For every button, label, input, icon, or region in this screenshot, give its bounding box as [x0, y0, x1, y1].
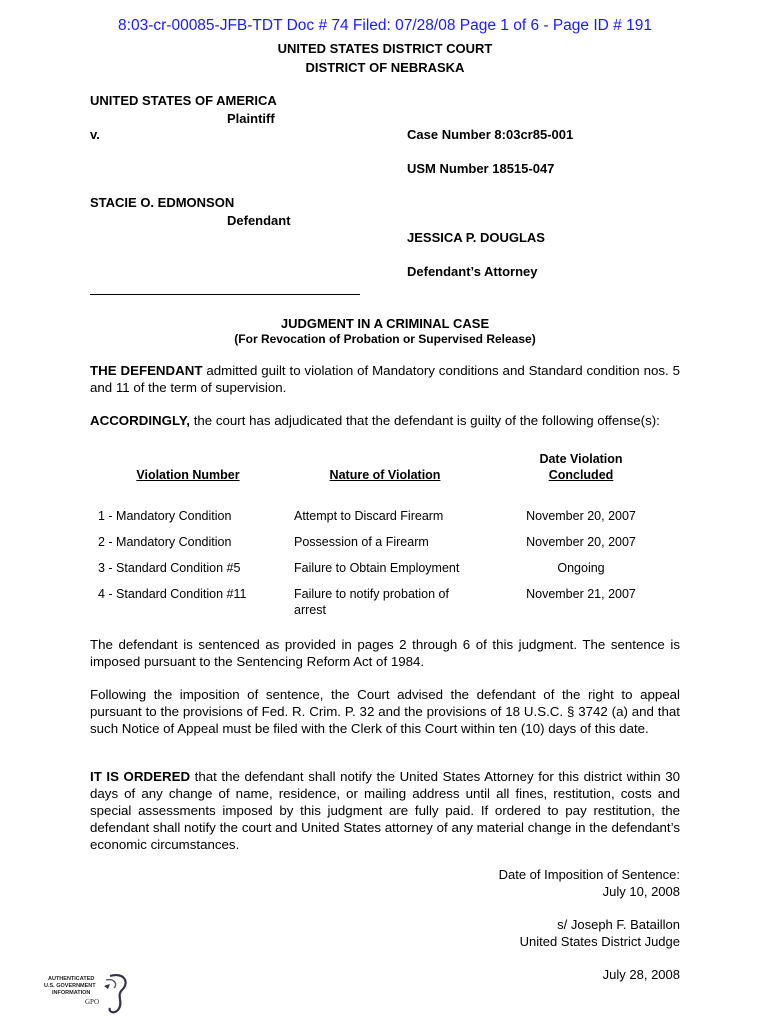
defendant-role: Defendant: [227, 213, 291, 228]
defendant-name: STACIE O. EDMONSON: [90, 195, 235, 210]
header-nature: Nature of Violation: [329, 468, 441, 482]
header-date-line1: Date Violation: [539, 452, 623, 466]
signed-date: July 28, 2008: [602, 967, 680, 982]
violation-number: 2 - Mandatory Condition: [98, 535, 232, 549]
violation-nature-cont: arrest: [294, 603, 326, 617]
svg-text:GPO: GPO: [85, 998, 100, 1006]
judgment-subtitle: (For Revocation of Probation or Supervised Release): [234, 332, 536, 346]
violation-number: 3 - Standard Condition #5: [98, 561, 241, 575]
ordered-lead: IT IS ORDERED: [90, 769, 191, 784]
signer-title: United States District Judge: [519, 934, 680, 949]
caption-separator: [90, 294, 360, 295]
header-violation-number: Violation Number: [136, 468, 240, 482]
violation-date: November 20, 2007: [526, 535, 636, 549]
defendant-text: admitted guilt to violation of Mandatory conditions and Standard condition nos. 5 and 11 of the term of supervision.: [90, 363, 680, 395]
case-number: Case Number 8:03cr85-001: [407, 127, 574, 142]
signer-name: s/ Joseph F. Bataillon: [557, 917, 680, 932]
gpo-authentication-seal-icon: [44, 968, 134, 1018]
defendant-lead: THE DEFENDANT: [90, 363, 203, 378]
ordered-paragraph: [90, 768, 680, 853]
accordingly-paragraph: [90, 412, 680, 429]
svg-text:AUTHENTICATED: AUTHENTICATED: [48, 976, 95, 982]
filing-header: 8:03-cr-00085-JFB-TDT Doc # 74 Filed: 07/28/08 Page 1 of 6 - Page ID # 191: [118, 17, 652, 34]
ordered-text: that the defendant shall notify the United States Attorney for this district within 30 days of any change of name, residence, or mailing address until all fines, restitution, costs and special assessments imposed by this judgment are fully paid. If ordered to pay restitution, the defendant shall notify the court and United States attorney of any material change in the defendant’s economic circumstances.: [90, 769, 680, 852]
defendant-paragraph: [90, 362, 680, 396]
violation-nature: Failure to notify probation of: [294, 587, 449, 601]
violation-nature: Failure to Obtain Employment: [294, 561, 460, 575]
violation-number: 4 - Standard Condition #11: [98, 587, 247, 601]
accordingly-lead: ACCORDINGLY,: [90, 413, 190, 428]
imposition-date: July 10, 2008: [602, 884, 680, 899]
imposition-label: Date of Imposition of Sentence:: [498, 867, 680, 882]
header-date-line2: Concluded: [548, 468, 614, 482]
violation-nature: Possession of a Firearm: [294, 535, 429, 549]
violation-date: November 21, 2007: [526, 587, 636, 601]
plaintiff-name: UNITED STATES OF AMERICA: [90, 93, 277, 108]
usm-number: USM Number 18515-047: [407, 161, 555, 176]
attorney-name: JESSICA P. DOUGLAS: [407, 230, 545, 245]
court-name: UNITED STATES DISTRICT COURT: [277, 41, 493, 56]
judgment-title: JUDGMENT IN A CRIMINAL CASE: [280, 316, 490, 331]
versus-label: v.: [90, 127, 100, 142]
violation-date: Ongoing: [557, 561, 605, 575]
appeal-paragraph: Following the imposition of sentence, the Court advised the defendant of the right to appeal pursuant to the provisions of Fed. R. Crim. P. 32 and the provisions of 18 U.S.C. § 3742 (a) and that such Notice of Appeal must be filed with the Clerk of this Court within ten (10) days of this date.: [90, 687, 680, 736]
violation-nature: Attempt to Discard Firearm: [294, 509, 444, 523]
violation-number: 1 - Mandatory Condition: [98, 509, 232, 523]
court-district: DISTRICT OF NEBRASKA: [305, 60, 465, 75]
attorney-role: Defendant’s Attorney: [407, 264, 538, 279]
svg-text:INFORMATION: INFORMATION: [52, 990, 91, 996]
accordingly-text: the court has adjudicated that the defendant is guilty of the following offense(s):: [190, 413, 660, 428]
sentenced-paragraph: The defendant is sentenced as provided in pages 2 through 6 of this judgment. The sentence is imposed pursuant to the Sentencing Reform Act of 1984.: [90, 637, 680, 669]
plaintiff-role: Plaintiff: [227, 111, 275, 126]
violation-date: November 20, 2007: [526, 509, 636, 523]
svg-text:U.S. GOVERNMENT: U.S. GOVERNMENT: [44, 983, 96, 989]
